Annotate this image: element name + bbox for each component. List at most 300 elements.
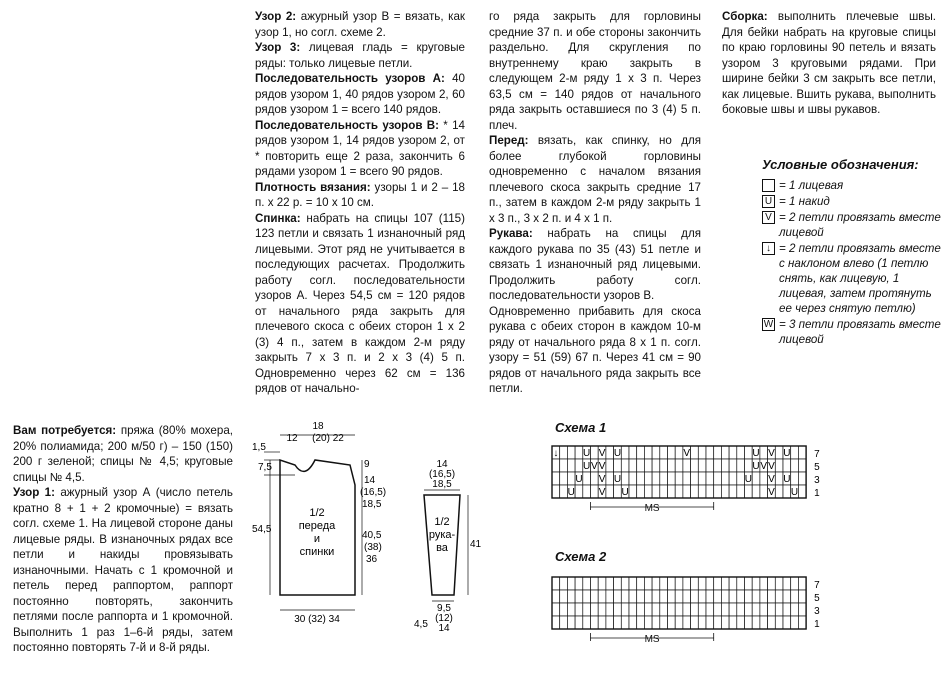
chart-cell bbox=[575, 577, 583, 590]
chart-cell bbox=[644, 616, 652, 629]
chart-cell bbox=[560, 590, 568, 603]
col3-paragraph bbox=[722, 9, 936, 118]
chart-cell bbox=[791, 590, 799, 603]
chart-cell bbox=[798, 472, 806, 485]
chart-cell bbox=[575, 459, 583, 472]
chart-cell bbox=[660, 603, 668, 616]
chart-cell bbox=[683, 472, 691, 485]
legend-items bbox=[762, 178, 942, 347]
chart-cell bbox=[745, 577, 753, 590]
chart-symbol: U bbox=[575, 474, 583, 485]
dim-side-2: (38) bbox=[364, 542, 382, 553]
chart-cell bbox=[768, 616, 776, 629]
chart-cell bbox=[552, 485, 560, 498]
chart-cell bbox=[760, 616, 768, 629]
column-2 bbox=[489, 9, 701, 397]
legend-symbol-icon: ↓ bbox=[762, 242, 775, 255]
sleeve-top-1: 14 bbox=[436, 459, 448, 470]
chart-cell bbox=[583, 485, 591, 498]
paragraph-text: лицевая гладь = круговые ряды: только лицевые петли. bbox=[255, 41, 465, 70]
chart-cell bbox=[698, 472, 706, 485]
chart-cell bbox=[552, 603, 560, 616]
chart-cell bbox=[798, 485, 806, 498]
chart-cell bbox=[752, 590, 760, 603]
legend-item bbox=[762, 317, 942, 347]
chart-row-number: 3 bbox=[814, 606, 820, 617]
chart-cell bbox=[791, 603, 799, 616]
chart-cell bbox=[729, 603, 737, 616]
chart-cell bbox=[644, 485, 652, 498]
paragraph-text: ажурный узор А (число петель кратно 8 + 1 + 2 кромочные) = вязать согл. схеме 1. На лицевой стороне даны лицевые ряды. В изнаночных рядах все петли и накиды провязывать изнаночными. Начать с 1 кромочной и петель перед раппортом, раппорт постоянно повторять, закончить петлями после раппорта и 1 кромочной. Выполнить 1 раз 1–6-й ряды, затем постоянно повторять 7-й и 8-й ряды. bbox=[13, 486, 233, 654]
sleeve-label-2: рука- bbox=[428, 529, 456, 541]
chart-symbol: U bbox=[583, 461, 591, 472]
chart-symbol: U bbox=[752, 461, 760, 472]
chart-cell bbox=[775, 616, 783, 629]
chart-row-number: 7 bbox=[814, 580, 820, 591]
chart-cell bbox=[614, 577, 622, 590]
chart-cell bbox=[691, 485, 699, 498]
column-1 bbox=[255, 9, 465, 397]
chart-cell bbox=[729, 616, 737, 629]
chart-cell bbox=[668, 485, 676, 498]
chart-cell bbox=[552, 472, 560, 485]
chart-cell bbox=[745, 603, 753, 616]
chart-cell bbox=[614, 616, 622, 629]
legend-title: Условные обозначения: bbox=[762, 157, 919, 172]
chart-cell bbox=[644, 603, 652, 616]
chart-cell bbox=[560, 472, 568, 485]
col2-paragraph bbox=[489, 9, 701, 133]
chart-cell bbox=[783, 616, 791, 629]
body-label-4: спинки bbox=[299, 546, 335, 558]
chart-cell bbox=[560, 616, 568, 629]
chart-cell bbox=[621, 590, 629, 603]
chart-cell bbox=[575, 616, 583, 629]
chart-cell bbox=[675, 459, 683, 472]
body-pattern-diagram bbox=[250, 420, 415, 635]
chart-cell bbox=[660, 590, 668, 603]
chart-cell bbox=[721, 446, 729, 459]
chart-cell bbox=[775, 472, 783, 485]
chart-cell bbox=[706, 603, 714, 616]
chart-cell bbox=[791, 577, 799, 590]
chart-cell bbox=[737, 577, 745, 590]
chart-cell bbox=[698, 603, 706, 616]
chart-cell bbox=[629, 459, 637, 472]
body-label-3: и bbox=[313, 533, 321, 545]
paragraph-text: узоры 1 и 2 – 18 п. х 22 р. = 10 х 10 см. bbox=[255, 180, 465, 209]
chart-cell bbox=[798, 603, 806, 616]
chart-symbol: V bbox=[760, 461, 768, 472]
paragraph-heading: Вам потребуется: bbox=[13, 424, 117, 437]
chart-cell bbox=[706, 590, 714, 603]
chart-cell bbox=[775, 485, 783, 498]
chart-row-number: 7 bbox=[814, 449, 820, 460]
col1-paragraph bbox=[255, 40, 465, 71]
chart-cell bbox=[791, 446, 799, 459]
chart-cell bbox=[775, 577, 783, 590]
chart-cell bbox=[798, 590, 806, 603]
chart-cell bbox=[798, 459, 806, 472]
chart-cell bbox=[783, 590, 791, 603]
chart-cell bbox=[683, 577, 691, 590]
chart-cell bbox=[683, 603, 691, 616]
chart-symbol: U bbox=[752, 448, 760, 459]
chart-cell bbox=[706, 459, 714, 472]
sleeve-label-1: 1/2 bbox=[434, 516, 450, 528]
ms-label: MS bbox=[644, 634, 660, 645]
chart-cell bbox=[752, 603, 760, 616]
dim-neck-depth-2: 7,5 bbox=[258, 462, 272, 473]
chart-symbol: V bbox=[768, 487, 775, 498]
chart-cell bbox=[737, 446, 745, 459]
chart-cell bbox=[668, 590, 676, 603]
chart-cell bbox=[614, 459, 622, 472]
sleeve-pattern-diagram bbox=[412, 455, 492, 640]
chart-cell bbox=[575, 485, 583, 498]
chart-cell bbox=[621, 472, 629, 485]
chart-cell bbox=[783, 577, 791, 590]
chart-cell bbox=[675, 577, 683, 590]
paragraph-heading: Плотность вязания: bbox=[255, 180, 371, 194]
chart-cell bbox=[760, 590, 768, 603]
chart-cell bbox=[637, 590, 645, 603]
chart-cell bbox=[714, 577, 722, 590]
paragraph-heading: Узор 3: bbox=[255, 41, 301, 54]
chart-cell bbox=[552, 590, 560, 603]
chart-cell bbox=[691, 616, 699, 629]
paragraph-text: вязать, как спинку, но для более глубокой горловины одновременно с началом вязания плечевого скоса закрыть средние 17 п., затем в каждом 2-м ряду закрыть 1 х 3 п., 3 х 2 п. и 4 х 1 п. bbox=[489, 134, 701, 225]
col1-paragraph bbox=[255, 118, 465, 180]
legend-item bbox=[762, 210, 942, 240]
dim-neck-left: 12 bbox=[286, 433, 298, 444]
chart-cell bbox=[629, 446, 637, 459]
chart-cell bbox=[598, 577, 606, 590]
chart-symbol: U bbox=[790, 487, 799, 498]
chart-cell bbox=[606, 485, 614, 498]
chart-cell bbox=[729, 577, 737, 590]
chart-cell bbox=[567, 616, 575, 629]
chart-cell bbox=[652, 577, 660, 590]
chart-cell bbox=[644, 577, 652, 590]
chart-cell bbox=[591, 603, 599, 616]
chart-cell bbox=[660, 616, 668, 629]
dim-height-total: 54,5 bbox=[252, 524, 272, 535]
chart-cell bbox=[698, 577, 706, 590]
chart-cell bbox=[775, 459, 783, 472]
chart-cell bbox=[675, 603, 683, 616]
paragraph-text: набрать на спицы для каждого рукава по 35 (43) 51 петле и связать 1 изнаночный ряд лицевыми. Продолжить работу согл. последовательности узоров В. bbox=[489, 227, 701, 302]
chart-cell bbox=[683, 485, 691, 498]
chart-cell bbox=[629, 603, 637, 616]
chart-cell bbox=[729, 485, 737, 498]
dim-armhole-3: 18,5 bbox=[362, 499, 382, 510]
chart-cell bbox=[752, 485, 760, 498]
paragraph-heading: Последовательность узоров В: bbox=[255, 118, 439, 132]
chart-cell bbox=[683, 590, 691, 603]
chart-cell bbox=[668, 446, 676, 459]
chart-symbol: U bbox=[613, 448, 622, 459]
chart-cell bbox=[644, 446, 652, 459]
dim-side-1: 40,5 bbox=[362, 530, 382, 541]
chart-cell bbox=[775, 603, 783, 616]
chart-cell bbox=[691, 446, 699, 459]
chart-cell bbox=[652, 472, 660, 485]
chart-cell bbox=[552, 459, 560, 472]
chart-cell bbox=[791, 616, 799, 629]
chart-cell bbox=[737, 590, 745, 603]
chart-cell bbox=[706, 485, 714, 498]
chart-row-number: 1 bbox=[814, 488, 820, 499]
chart-cell bbox=[745, 446, 753, 459]
chart-cell bbox=[560, 603, 568, 616]
chart-cell bbox=[552, 616, 560, 629]
chart-cell bbox=[621, 459, 629, 472]
chart-cell bbox=[629, 590, 637, 603]
chart-cell bbox=[706, 616, 714, 629]
dim-neck-depth-1: 1,5 bbox=[252, 442, 266, 453]
chart-symbol: U bbox=[783, 448, 791, 459]
chart-cell bbox=[691, 577, 699, 590]
chart-cell bbox=[737, 472, 745, 485]
chart-row-number: 3 bbox=[814, 475, 820, 486]
chart-cell bbox=[698, 616, 706, 629]
chart-cell bbox=[698, 446, 706, 459]
chart-cell bbox=[614, 485, 622, 498]
sleeve-cuff-side: 4,5 bbox=[414, 619, 428, 630]
dim-armhole-1: 14 bbox=[364, 475, 376, 486]
chart-cell bbox=[560, 459, 568, 472]
paragraph-text: набрать на спицы 107 (115) 123 петли и связать 1 изнаночный ряд лицевыми. Этот ряд не учитывается в последующих расчетах. Продолжить работу согл. последовательности узоров А. Через 54,5 см = 120 рядов от начального ряда закрыть для плечевого скоса с обеих сторон 1 х 2 (3) 4 п., затем в каждом 2-м ряду закрыть 7 х 3 п. и 2 х 3 (4) 5 п. Одновременно через 62 см = 136 рядов от начально- bbox=[255, 211, 465, 395]
paragraph-heading: Перед: bbox=[489, 134, 529, 147]
chart-cell bbox=[575, 603, 583, 616]
chart-cell bbox=[675, 472, 683, 485]
chart-cell bbox=[598, 616, 606, 629]
chart-cell bbox=[714, 472, 722, 485]
chart-cell bbox=[760, 472, 768, 485]
column-materials bbox=[13, 423, 233, 656]
chart-cell bbox=[691, 472, 699, 485]
chart-cell bbox=[591, 472, 599, 485]
chart-symbol: U bbox=[613, 474, 622, 485]
ms-label: MS bbox=[644, 503, 660, 514]
chart-cell bbox=[721, 459, 729, 472]
chart-cell bbox=[652, 459, 660, 472]
chart-cell bbox=[552, 577, 560, 590]
chart-cell bbox=[698, 590, 706, 603]
chart-cell bbox=[768, 577, 776, 590]
dim-armhole-2: (16,5) bbox=[360, 487, 387, 498]
chart-cell bbox=[714, 446, 722, 459]
chart-cell bbox=[660, 446, 668, 459]
chart-row-number: 5 bbox=[814, 593, 820, 604]
paragraph-heading: Последовательность узоров А: bbox=[255, 72, 445, 85]
chart-cell bbox=[683, 616, 691, 629]
chart-cell bbox=[637, 459, 645, 472]
chart-cell bbox=[652, 616, 660, 629]
chart-cell bbox=[675, 485, 683, 498]
sleeve-bottom-3: 14 bbox=[438, 623, 450, 634]
chart-cell bbox=[614, 603, 622, 616]
chart-cell bbox=[729, 446, 737, 459]
chart-cell bbox=[675, 590, 683, 603]
col2-paragraph bbox=[489, 226, 701, 304]
legend-symbol-icon: W bbox=[763, 319, 774, 330]
chart-cell bbox=[729, 590, 737, 603]
chart-cell bbox=[583, 590, 591, 603]
chart-cell bbox=[652, 603, 660, 616]
chart-symbol: V bbox=[598, 461, 606, 472]
chart-cell bbox=[567, 472, 575, 485]
paragraph-heading: Узор 1: bbox=[13, 486, 55, 499]
chart-cell bbox=[660, 459, 668, 472]
chart-cell bbox=[583, 603, 591, 616]
legend-item bbox=[762, 194, 942, 209]
chart-cell bbox=[714, 459, 722, 472]
paragraph-heading: Рукава: bbox=[489, 227, 533, 240]
dim-shoulder-top: 18 bbox=[312, 421, 324, 432]
chart-cell bbox=[652, 590, 660, 603]
chart-cell bbox=[798, 577, 806, 590]
scheme-2-grid bbox=[550, 573, 840, 663]
chart-cell bbox=[567, 446, 575, 459]
chart-row-number: 5 bbox=[814, 462, 820, 473]
sleeve-bottom-1: 9,5 bbox=[437, 603, 451, 614]
chart-cell bbox=[745, 590, 753, 603]
chart-symbol: V bbox=[768, 474, 775, 485]
chart-cell bbox=[668, 472, 676, 485]
chart-cell bbox=[560, 485, 568, 498]
chart-cell bbox=[621, 577, 629, 590]
paragraph-text: Одновременно прибавить для скоса рукава с обеих сторон в каждом 10-м ряду от начального ряда 8 х 1 п. согл. узору = 51 (59) 67 п. Через 41 см = 90 рядов от начального ряда закрыть все петли. bbox=[489, 304, 701, 395]
paragraph-text: пряжа (80% мохера, 20% полиамида; 200 м/50 г) – 150 (150) 200 г зеленой; спицы № 4,5; круговые спицы № 4,5. bbox=[13, 424, 233, 484]
chart-cell bbox=[768, 603, 776, 616]
legend-text: = 2 петли провязать вместе с наклоном влево (1 петлю снять, как лицевую, 1 лицевая, затем протянуть ее через снятую петлю) bbox=[779, 242, 941, 315]
scheme-1-grid bbox=[550, 438, 840, 538]
chart-cell bbox=[591, 590, 599, 603]
chart-symbol: U bbox=[744, 474, 752, 485]
chart-cell bbox=[660, 472, 668, 485]
chart-cell bbox=[644, 590, 652, 603]
chart-symbol: V bbox=[683, 448, 691, 459]
col4-paragraph bbox=[13, 423, 233, 485]
chart-cell bbox=[745, 616, 753, 629]
chart-cell bbox=[668, 459, 676, 472]
legend-symbol-icon: V bbox=[762, 211, 775, 224]
chart-cell bbox=[691, 590, 699, 603]
col1-paragraph bbox=[255, 180, 465, 211]
chart-cell bbox=[745, 459, 753, 472]
chart-cell bbox=[775, 446, 783, 459]
chart-cell bbox=[752, 472, 760, 485]
chart-symbol: V bbox=[598, 448, 606, 459]
chart-cell bbox=[621, 603, 629, 616]
chart-symbol: V bbox=[768, 448, 775, 459]
col1-paragraph bbox=[255, 211, 465, 397]
chart-cell bbox=[629, 577, 637, 590]
col1-paragraph bbox=[255, 9, 465, 40]
chart-symbol: V bbox=[591, 461, 598, 472]
chart-cell bbox=[745, 485, 753, 498]
chart-cell bbox=[737, 485, 745, 498]
chart-symbol: V bbox=[598, 487, 606, 498]
sleeve-top-3: 18,5 bbox=[432, 479, 452, 490]
chart-cell bbox=[606, 590, 614, 603]
paragraph-text: ажурный узор В = вязать, как узор 1, но согл. схеме 2. bbox=[255, 10, 465, 39]
dim-side-3: 36 bbox=[366, 554, 378, 565]
chart-cell bbox=[591, 485, 599, 498]
col1-paragraph bbox=[255, 71, 465, 118]
chart-cell bbox=[752, 616, 760, 629]
dim-shoulder-drop: 9 bbox=[364, 459, 370, 470]
chart-cell bbox=[567, 577, 575, 590]
chart-symbol: U bbox=[567, 487, 575, 498]
chart-cell bbox=[591, 446, 599, 459]
chart-cell bbox=[721, 485, 729, 498]
chart-cell bbox=[714, 616, 722, 629]
chart-cell bbox=[629, 616, 637, 629]
chart-cell bbox=[760, 485, 768, 498]
chart-cell bbox=[629, 472, 637, 485]
chart-cell bbox=[606, 472, 614, 485]
legend bbox=[762, 158, 942, 348]
paragraph-text: го ряда закрыть для горловины средние 37 п. и обе стороны закончить раздельно. Для скругления по внутреннему краю закрыть в следующем 2-м ряду 1 х 3 п. Через 63,5 см = 140 рядов от начального ряда закрыть оставшиеся по 3 (4) 5 п. плеч. bbox=[489, 10, 701, 132]
chart-cell bbox=[737, 459, 745, 472]
chart-cell bbox=[637, 577, 645, 590]
paragraph-heading: Сборка: bbox=[722, 10, 768, 23]
chart-cell bbox=[791, 472, 799, 485]
chart-cell bbox=[714, 590, 722, 603]
column-3 bbox=[722, 9, 936, 118]
chart-cell bbox=[760, 603, 768, 616]
chart-cell bbox=[783, 485, 791, 498]
chart-cell bbox=[729, 459, 737, 472]
chart-cell bbox=[706, 577, 714, 590]
chart-cell bbox=[737, 616, 745, 629]
chart-cell bbox=[637, 472, 645, 485]
legend-text: = 1 накид bbox=[779, 195, 830, 208]
chart-cell bbox=[768, 590, 776, 603]
chart-cell bbox=[575, 446, 583, 459]
dim-width: 30 (32) 34 bbox=[294, 614, 340, 625]
paragraph-text: * 14 рядов узором 1, 14 рядов узором 2, от * повторить еще 2 раза, закончить 6 рядами узором 1 = всего 90 рядов. bbox=[255, 118, 465, 178]
chart-cell bbox=[752, 577, 760, 590]
chart-cell bbox=[560, 577, 568, 590]
chart-cell bbox=[583, 616, 591, 629]
chart-cell bbox=[621, 616, 629, 629]
chart-cell bbox=[721, 590, 729, 603]
chart-symbol: U bbox=[583, 448, 591, 459]
chart-cell bbox=[729, 472, 737, 485]
chart-cell bbox=[691, 603, 699, 616]
chart-cell bbox=[698, 459, 706, 472]
chart-cell bbox=[621, 446, 629, 459]
chart-cell bbox=[791, 459, 799, 472]
chart-symbol: V bbox=[768, 461, 775, 472]
chart-cell bbox=[606, 446, 614, 459]
chart-cell bbox=[567, 590, 575, 603]
col4-paragraph bbox=[13, 485, 233, 656]
chart-symbol: U bbox=[783, 474, 791, 485]
chart-cell bbox=[721, 472, 729, 485]
chart-cell bbox=[660, 577, 668, 590]
chart-cell bbox=[783, 603, 791, 616]
chart-symbol: U bbox=[621, 487, 629, 498]
chart-cell bbox=[721, 577, 729, 590]
legend-symbol-icon: U bbox=[762, 195, 775, 208]
chart-cell bbox=[683, 459, 691, 472]
chart-cell bbox=[660, 485, 668, 498]
